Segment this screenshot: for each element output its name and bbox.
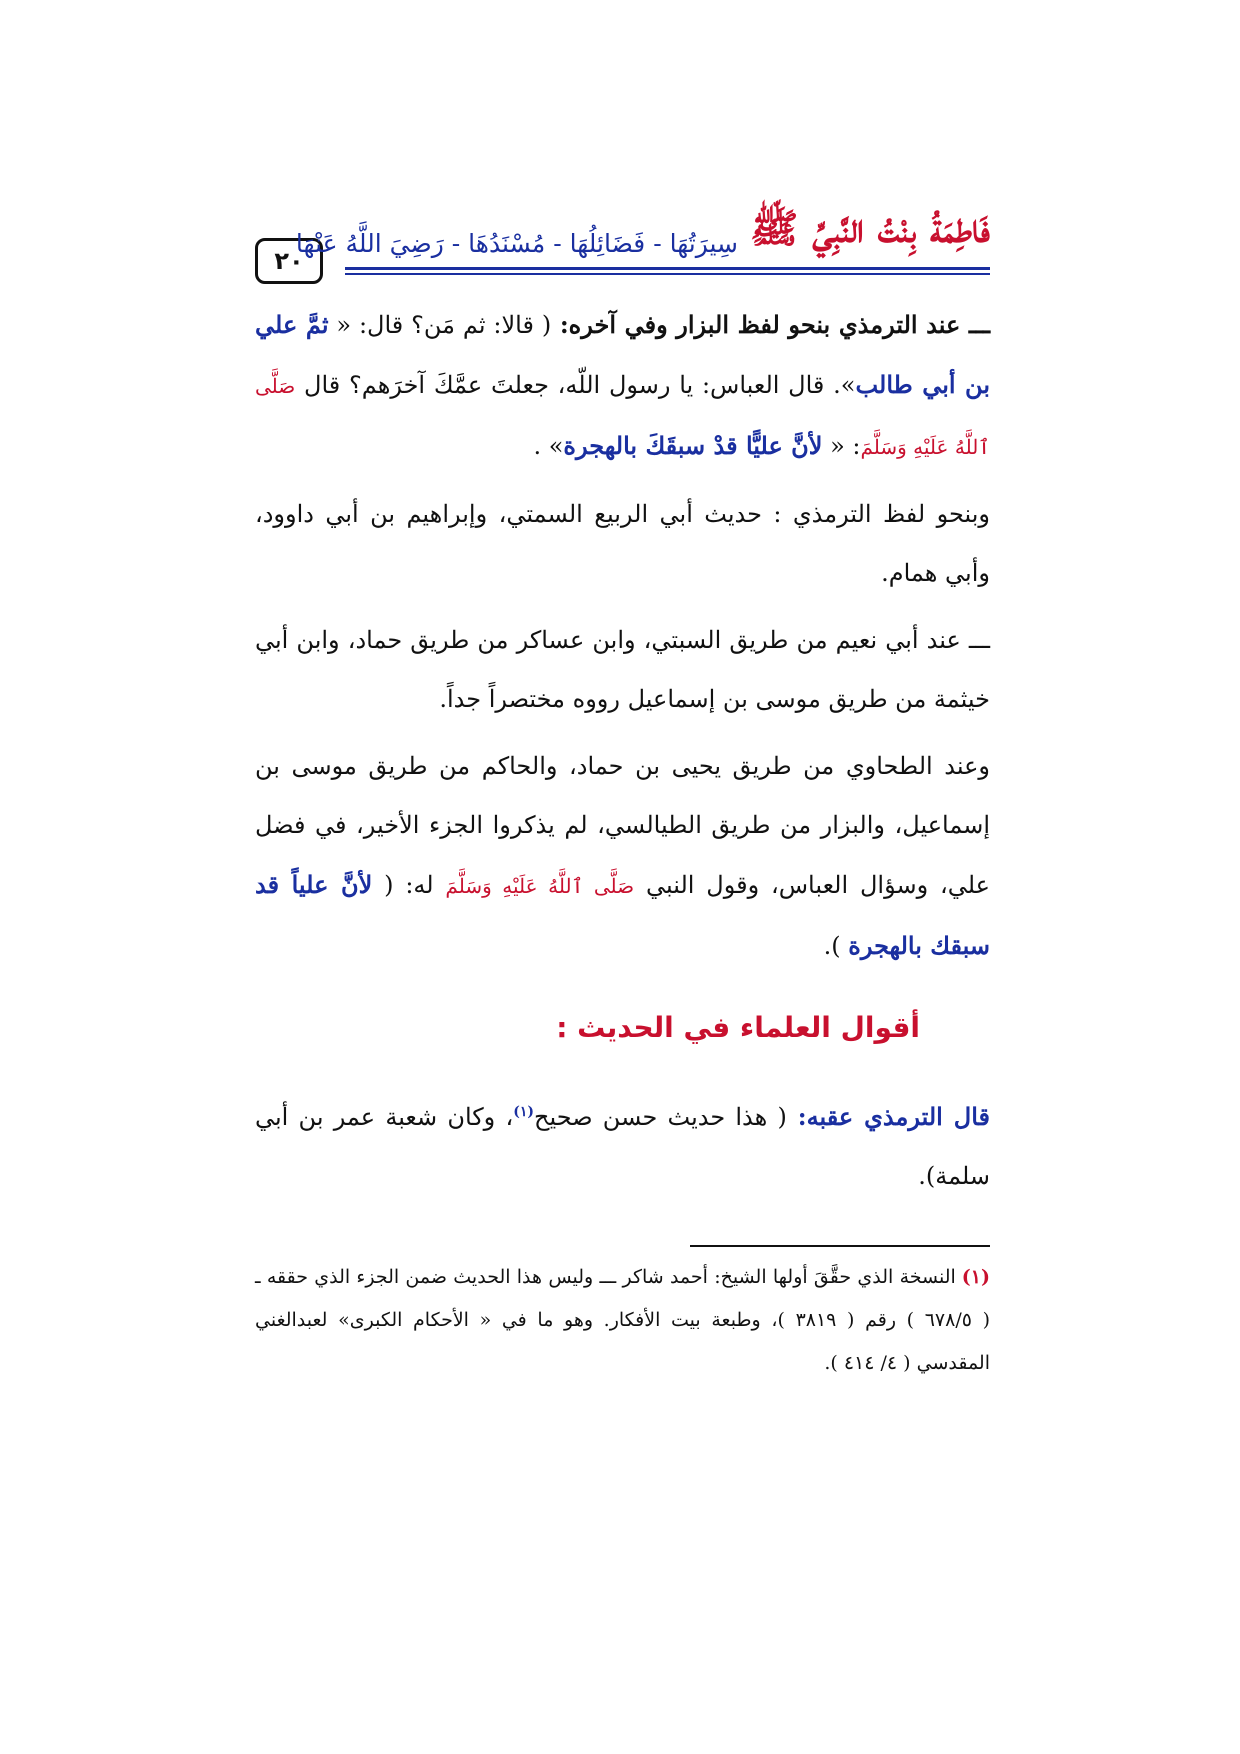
running-title	[295, 200, 990, 262]
p4-text-2: له: (	[372, 871, 446, 899]
book-title-main: فَاطِمَةُ بِنْتُ النَّبِيِّ ﷺ	[750, 205, 990, 252]
salutation-2: صَلَّى ٱللَّهُ عَلَيْهِ وَسَلَّمَ	[445, 874, 635, 898]
page-number: ٢٠	[274, 247, 304, 275]
p5-text-1: ( هذا حديث حسن صحيح	[534, 1103, 787, 1131]
footnote-number: (١)	[961, 1266, 990, 1288]
p5-lead: قال الترمذي عقبه:	[786, 1102, 990, 1131]
p1-text-3: : «	[822, 432, 861, 460]
p4-text-3: ).	[823, 932, 849, 960]
paragraph-4	[255, 737, 990, 976]
paragraph-2: وبنحو لفظ الترمذي : حديث أبي الربيع السمتي، وإبراهيم بن أبي داوود، وأبي همام.	[255, 500, 990, 587]
p1-text-1: ( قالا: ثم مَن؟ قال: «	[328, 311, 552, 339]
p1-text-2: ». قال العباس: يا رسول اللّه، جعلتَ عمَّكَ آخرَهم؟ قال	[295, 371, 856, 399]
footnote-1	[255, 1256, 990, 1385]
section-heading: أقوال العلماء في الحديث :	[556, 1011, 920, 1044]
p1-quote-1: ثمَّ علي بن أبي طالب	[255, 310, 990, 399]
p4-text-1: وعند الطحاوي من طريق يحيى بن حماد، والحاكم من طريق موسى بن إسماعيل، والبزار من طريق الطيالسي، لم يذكروا الجزء الأخير، في فضل علي، وسؤال العباس، وقول النبي	[255, 752, 991, 899]
book-title-sub: سِيرَتُهَا - فَضَائِلُهَا - مُسْنَدُهَا - رَضِيَ اللَّهُ عَنْهَا	[295, 229, 738, 258]
p5-text-2: ، وكان شعبة عمر بن أبي سلمة).	[255, 1103, 990, 1190]
p1-quote-2: لأنَّ عليًّا قدْ سبقَكَ بالهجرة	[563, 431, 823, 460]
paragraph-5	[255, 1087, 990, 1206]
paragraph-3: ـــ عند أبي نعيم من طريق السبتي، وابن عساكر من طريق حماد، وابن أبي خيثمة من طريق موسى بن إسماعيل رووه مختصراً جداً.	[255, 626, 990, 713]
p1-lead: ـــ عند الترمذي بنحو لفظ البزار وفي آخره:	[551, 310, 991, 339]
header-rule-thin	[345, 273, 990, 275]
footnote-ref[interactable]: (١)	[513, 1104, 534, 1120]
p4-quote: لأنَّ علياً قد سبقك بالهجرة	[255, 870, 990, 960]
p1-text-4: » .	[533, 432, 564, 460]
footnote-separator	[690, 1245, 990, 1247]
header-rule	[345, 267, 990, 270]
main-text	[255, 295, 990, 1206]
paragraph-1	[255, 295, 990, 477]
footnotes	[255, 1256, 990, 1385]
page-header	[255, 200, 990, 280]
footnote-text: النسخة الذي حقَّقَ أولها الشيخ: أحمد شاكر ـــ وليس هذا الحديث ضمن الجزء الذي حققه ـ ( ٦٧٨/٥ ) رقم ( ٣٨١٩ )، وطبعة بيت الأفكار. وهو ما في « الأحكام الكبرى» لعبدالغني المقدسي ( ٤/ ٤١٤ ).	[255, 1266, 990, 1374]
salutation-1: صَلَّى ٱللَّهُ عَلَيْهِ وَسَلَّمَ	[255, 374, 990, 459]
